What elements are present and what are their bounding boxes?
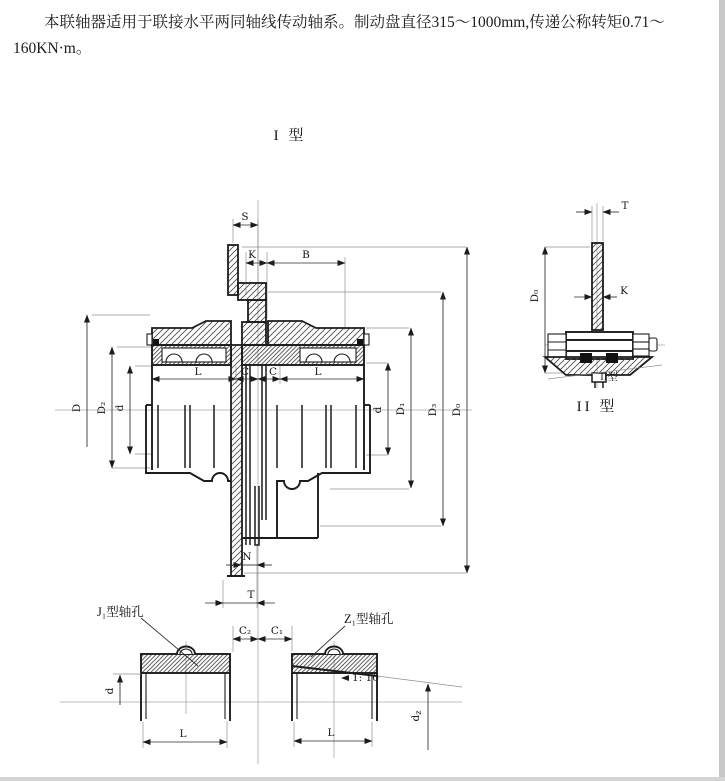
dim-label-d-upper: D [71,403,83,413]
dim-label-t: T [247,589,255,601]
figure2-stamp: II型 [600,372,618,383]
dim-label-l-j1: L [179,728,187,740]
type2-disc [592,243,603,330]
dim-label-d0: D₀ [451,403,463,417]
dim-label-d2: D₂ [96,401,108,415]
type2-clamp [548,332,657,359]
element-teeth [158,405,356,468]
paragraph-line-1: 本联轴器适用于联接水平两同轴线传动轴系。制动盘直径315～1000mm,传递公称转矩0.71～ [44,14,665,31]
dim-label-dz: dz [410,710,423,722]
z1-detail [292,611,462,750]
figure1-title: I 型 [273,128,307,144]
dim-label-n: N [242,551,252,563]
dim-label-c2: C₂ [238,625,252,637]
dim-label-d3: D₃ [427,403,439,417]
dim-label-d-left: d [114,404,126,412]
dim-label-c1: C₁ [270,625,284,637]
z1-label: Z₁型轴孔 [344,612,394,626]
type2-figure [529,200,665,415]
taper-label: 1: 10 [352,672,379,684]
dim-label-d-right: d [372,406,384,414]
dimensions-main [71,211,467,603]
dim-label-k: K [248,249,256,261]
scan-edge-right [719,0,725,781]
scan-edge-bottom [0,777,725,781]
flanges [147,321,369,345]
dim-label-l-z1: L [327,727,335,739]
figure2-title: II 型 [576,399,618,415]
dim-label-c-right: C [268,366,278,378]
z1-dimensions [294,684,428,750]
center-spacers [246,365,266,545]
dim-label-d1: D₁ [395,402,407,416]
taper-triangle-icon [341,675,349,681]
dim-label-c-left: C [240,366,250,378]
paragraph-line-2: 160KN·m。 [13,40,92,57]
dim-label-s: S [241,211,249,223]
j1-detail [97,604,230,748]
dim-label-l-left: L [194,366,202,378]
dim-label-d0-2: D₀ [529,289,541,303]
extension-lines [92,219,466,608]
main-figure [55,126,472,764]
j1-label: J₁型轴孔 [97,605,144,619]
dim-label-b: B [302,249,310,261]
dim-label-d-j1: d [104,687,116,695]
dim-label-t2: T [621,200,629,212]
gap-dimensions [233,625,292,652]
j1-dimensions [104,675,227,742]
dim-label-l-right: L [314,366,322,378]
dim-label-k2: K [620,285,628,297]
